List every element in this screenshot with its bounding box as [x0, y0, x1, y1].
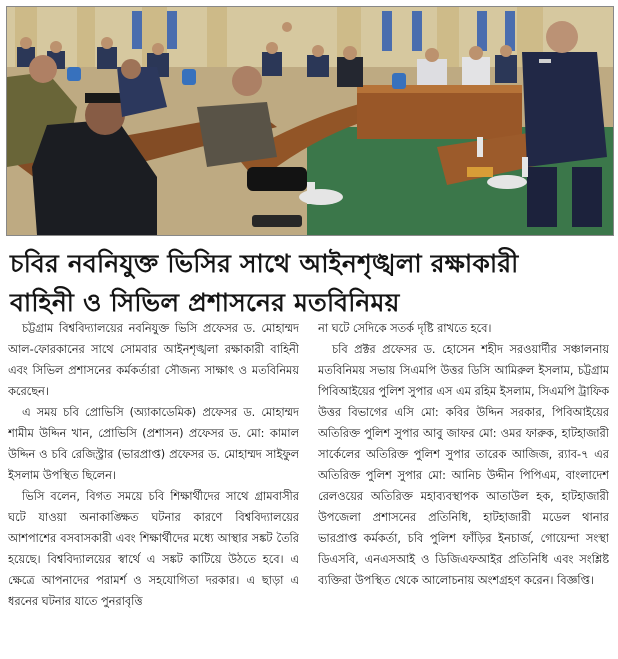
article-paragraph: চবি প্রক্টর প্রফেসর ড. হোসেন শহীদ সরওয়ার্দীর সঞ্চালনায় মতবিনিময় সভায় সিএমপি উত্তর ডিসি আমিরুল ইসলাম, চট্টগ্রাম পিবিআইয়ের পুলিশ সুপার এস এম রহিম ইসলাম, সিএমপি ট্রাফিক উত্তর বিভাগের এসি মো: কবির উদ্দিন সরকার, পিবিআইয়ের অতিরিক্ত পুলিশ সুপার আবু জাফর মো: ওমর ফারুক, হাটহাজারী সার্কেলের অতিরিক্ত পুলিশ সুপার তারেক আজিজ, র‍্যাব-৭ এর অতিরিক্ত পুলিশ সুপার মো: আনিচ উদ্দীন পিপিএম, বাংলাদেশ রেলওয়ের অতিরিক্ত মহাব্যবস্থাপক আতাউল হক, হাটহাজারী উপজেলা প্রশাসনের প্রতিনিধি, হাটহাজারী মডেল থানার ভারপ্রাপ্ত কর্মকর্তা, চবি পুলিশ ফাঁড়ির ইনচার্জ, গোয়েন্দা সংস্থা ডিএসবি, এনএসআই ও ডিজিএফআইর প্রতিনিধি এবং সংশ্লিষ্ট ব্যক্তিরা উপস্থিত থেকে আলোচনায় অংশগ্রহণ করেন। বিজ্ঞপ্তি। — [318, 343, 609, 587]
news-photo-meeting — [6, 6, 614, 236]
article-paragraph: না ঘটে সেদিকে সতর্ক দৃষ্টি রাখতে হবে। — [318, 322, 492, 335]
article-column-left — [8, 318, 299, 654]
article-paragraph: এ সময় চবি প্রোভিসি (অ্যাকাডেমিক) প্রফেসর ড. মোহাম্মদ শামীম উদ্দিন খান, প্রোভিসি (প্রশাসন) প্রফেসর ড. মো: কামাল উদ্দিন ও চবি রেজিস্ট্রার (ভারপ্রাপ্ত) প্রফেসর ড. মোহাম্মদ সাইফুল ইসলাম উপস্থিত ছিলেন। — [8, 406, 299, 482]
headline — [10, 244, 610, 322]
headline-line-2: বাহিনী ও সিভিল প্রশাসনের মতবিনিময় — [10, 288, 400, 317]
article-column-right — [318, 318, 609, 654]
article-paragraph: ভিসি বলেন, বিগত সময়ে চবি শিক্ষার্থীদের সাথে গ্রামবাসীর ঘটে যাওয়া অনাকাঙ্ক্ষিত ঘটনার কারণে বিশ্ববিদ্যালয়ের আশপাশের বসবাসকারী এবং শিক্ষার্থীদের মধ্যে আস্থার সঙ্কট তৈরি হয়েছে। বিশ্ববিদ্যালয়ের স্বার্থে এ সঙ্কট কাটিয়ে উঠতে হবে। এ ক্ষেত্রে আপনাদের পরামর্শ ও সহযোগিতা দরকার। এ ছাড়া এ ধরনের ঘটনার যাতে পুনরাবৃত্তি — [8, 490, 299, 608]
article-paragraph: চট্টগ্রাম বিশ্ববিদ্যালয়ের নবনিযুক্ত ভিসি প্রফেসর ড. মোহাম্মদ আল-ফোরকানের সাথে সোমবার আইনশৃঙ্খলা রক্ষাকারী বাহিনী এবং সিভিল প্রশাসনের কর্মকর্তারা সৌজন্য সাক্ষাৎ ও মতবিনিময় করেছেন। — [8, 322, 299, 398]
headline-line-1: চবির নবনিযুক্ত ভিসির সাথে আইনশৃঙ্খলা রক্ষাকারী — [10, 249, 519, 278]
